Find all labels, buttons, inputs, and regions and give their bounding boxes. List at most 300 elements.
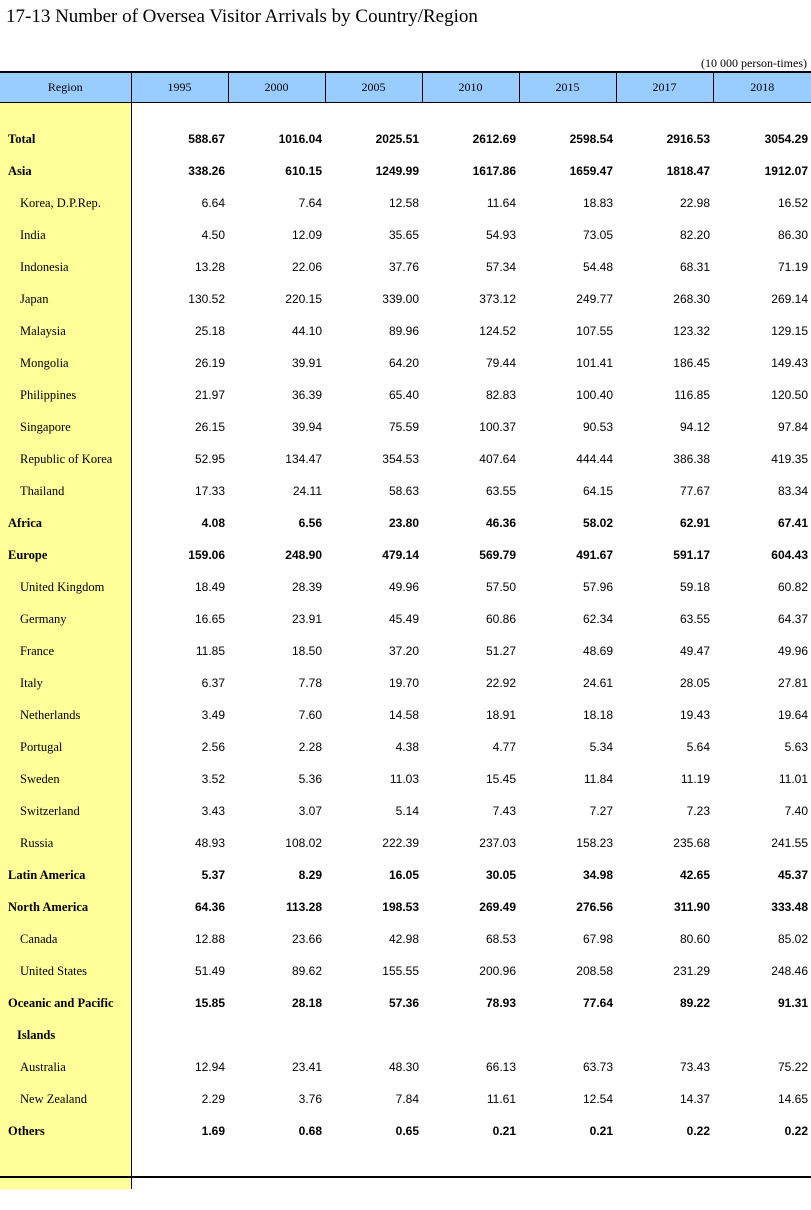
- table-row: [0, 763, 811, 795]
- value-cell: 48.69: [582, 644, 613, 658]
- value-cell: 248.90: [285, 548, 322, 562]
- value-cell: 7.78: [298, 676, 322, 690]
- value-cell: 16.52: [777, 196, 808, 210]
- region-label: Asia: [0, 155, 131, 187]
- value-cell: 42.65: [679, 868, 710, 882]
- value-cell: 11.64: [486, 196, 516, 210]
- value-cell: 54.48: [582, 260, 613, 274]
- value-cell: 78.93: [485, 996, 516, 1010]
- table-row: [0, 1115, 811, 1147]
- value-cell: 186.45: [673, 356, 710, 370]
- table-row: [0, 347, 811, 379]
- value-cell: 220.15: [285, 292, 322, 306]
- column-header-year: 1995: [131, 72, 228, 103]
- value-cell: 28.05: [679, 676, 710, 690]
- value-cell: 0.22: [686, 1124, 710, 1138]
- value-cell: 100.40: [576, 388, 613, 402]
- region-label: North America: [0, 891, 131, 923]
- spacer-cell: [713, 103, 811, 124]
- value-cell: 268.30: [673, 292, 710, 306]
- value-cell: 64.37: [777, 612, 808, 626]
- page-title: 17-13 Number of Oversea Visitor Arrivals by Country/Region: [6, 6, 478, 27]
- region-label: Portugal: [0, 731, 131, 763]
- value-cell: 248.46: [771, 964, 808, 978]
- value-cell: 0.65: [395, 1124, 419, 1138]
- value-cell: 11.85: [195, 644, 225, 658]
- table-row: [0, 507, 811, 539]
- value-cell: 0.22: [784, 1124, 808, 1138]
- value-cell: 42.98: [388, 932, 419, 946]
- value-cell: 159.06: [188, 548, 225, 562]
- value-cell: 479.14: [382, 548, 419, 562]
- value-cell: [228, 1019, 325, 1051]
- value-cell: 419.35: [771, 452, 808, 466]
- value-cell: 130.52: [188, 292, 225, 306]
- region-label: Islands: [0, 1019, 131, 1051]
- region-label: Total: [0, 123, 131, 155]
- region-label: Latin America: [0, 859, 131, 891]
- region-label: France: [0, 635, 131, 667]
- value-cell: 82.83: [485, 388, 516, 402]
- value-cell: 19.70: [388, 676, 419, 690]
- value-cell: 59.18: [679, 580, 710, 594]
- value-cell: 610.15: [285, 164, 322, 178]
- value-cell: 57.96: [582, 580, 613, 594]
- value-cell: 4.38: [395, 740, 419, 754]
- value-cell: 58.63: [388, 484, 419, 498]
- region-label: Malaysia: [0, 315, 131, 347]
- value-cell: 200.96: [479, 964, 516, 978]
- value-cell: 2025.51: [375, 132, 419, 146]
- value-cell: 444.44: [576, 452, 613, 466]
- value-cell: 1016.04: [278, 132, 322, 146]
- table-row: [0, 731, 811, 763]
- value-cell: 1912.07: [764, 164, 808, 178]
- value-cell: 73.43: [679, 1060, 710, 1074]
- value-cell: 90.53: [582, 420, 613, 434]
- region-label: Russia: [0, 827, 131, 859]
- value-cell: 44.10: [291, 324, 322, 338]
- value-cell: 6.37: [201, 676, 225, 690]
- value-cell: 83.34: [777, 484, 808, 498]
- value-cell: 68.31: [679, 260, 710, 274]
- value-cell: 18.49: [194, 580, 225, 594]
- value-cell: 338.26: [188, 164, 225, 178]
- value-cell: 5.14: [395, 804, 419, 818]
- value-cell: 386.38: [673, 452, 710, 466]
- value-cell: 14.37: [679, 1092, 710, 1106]
- tail-cell: [325, 1147, 422, 1189]
- value-cell: 39.94: [291, 420, 322, 434]
- value-cell: 35.65: [388, 228, 419, 242]
- region-label: United Kingdom: [0, 571, 131, 603]
- value-cell: 64.15: [582, 484, 613, 498]
- value-cell: 11.61: [486, 1092, 516, 1106]
- value-cell: 222.39: [382, 836, 419, 850]
- value-cell: 18.91: [485, 708, 516, 722]
- value-cell: 2.29: [201, 1092, 225, 1106]
- table-row: [0, 443, 811, 475]
- value-cell: 16.05: [388, 868, 419, 882]
- value-cell: 19.43: [679, 708, 710, 722]
- table-row: [0, 475, 811, 507]
- value-cell: 11.01: [778, 772, 808, 786]
- table-row: [0, 155, 811, 187]
- value-cell: 27.81: [777, 676, 808, 690]
- value-cell: 7.64: [298, 196, 322, 210]
- value-cell: 1818.47: [666, 164, 710, 178]
- value-cell: 1617.86: [472, 164, 516, 178]
- value-cell: 26.19: [194, 356, 225, 370]
- value-cell: 0.21: [589, 1124, 613, 1138]
- value-cell: 107.55: [576, 324, 613, 338]
- table-row: [0, 1083, 811, 1115]
- value-cell: 12.54: [582, 1092, 613, 1106]
- table-row: [0, 1051, 811, 1083]
- value-cell: 241.55: [771, 836, 808, 850]
- table-row: [0, 571, 811, 603]
- value-cell: 75.22: [777, 1060, 808, 1074]
- value-cell: 97.84: [777, 420, 808, 434]
- table-row: [0, 891, 811, 923]
- value-cell: 14.65: [777, 1092, 808, 1106]
- value-cell: 11.03: [389, 772, 419, 786]
- value-cell: 100.37: [479, 420, 516, 434]
- value-cell: 12.94: [194, 1060, 225, 1074]
- tail-cell: [422, 1147, 519, 1189]
- table-row: [0, 987, 811, 1019]
- value-cell: 208.58: [576, 964, 613, 978]
- value-cell: 269.14: [771, 292, 808, 306]
- value-cell: 237.03: [479, 836, 516, 850]
- value-cell: 591.17: [673, 548, 710, 562]
- value-cell: 17.33: [194, 484, 225, 498]
- spacer-row: [0, 103, 811, 124]
- value-cell: 26.15: [194, 420, 225, 434]
- table-row: [0, 699, 811, 731]
- value-cell: 46.36: [485, 516, 516, 530]
- value-cell: 12.58: [388, 196, 419, 210]
- value-cell: 3054.29: [764, 132, 808, 146]
- value-cell: [519, 1019, 616, 1051]
- value-cell: [325, 1019, 422, 1051]
- value-cell: 588.67: [188, 132, 225, 146]
- value-cell: 63.55: [679, 612, 710, 626]
- value-cell: 116.85: [674, 388, 710, 402]
- value-cell: 54.93: [485, 228, 516, 242]
- value-cell: 79.44: [485, 356, 516, 370]
- value-cell: 124.52: [479, 324, 516, 338]
- value-cell: 15.85: [194, 996, 225, 1010]
- value-cell: 89.22: [679, 996, 710, 1010]
- spacer-cell: [519, 103, 616, 124]
- value-cell: 1249.99: [375, 164, 419, 178]
- value-cell: 5.37: [201, 868, 225, 882]
- value-cell: 89.62: [291, 964, 322, 978]
- value-cell: 6.56: [298, 516, 322, 530]
- table-row: [0, 923, 811, 955]
- value-cell: 67.98: [582, 932, 613, 946]
- value-cell: 113.28: [285, 900, 322, 914]
- value-cell: 7.40: [784, 804, 808, 818]
- value-cell: [131, 1019, 228, 1051]
- value-cell: 73.05: [582, 228, 613, 242]
- region-label: Sweden: [0, 763, 131, 795]
- tail-cell: [616, 1147, 713, 1189]
- value-cell: 7.84: [395, 1092, 419, 1106]
- value-cell: 333.48: [771, 900, 808, 914]
- value-cell: 3.07: [298, 804, 322, 818]
- value-cell: 2.28: [298, 740, 322, 754]
- value-cell: 158.23: [576, 836, 613, 850]
- value-cell: 1.69: [201, 1124, 225, 1138]
- column-header-year: 2018: [713, 72, 811, 103]
- spacer-cell: [325, 103, 422, 124]
- value-cell: 68.53: [485, 932, 516, 946]
- value-cell: 58.02: [582, 516, 613, 530]
- column-header-year: 2000: [228, 72, 325, 103]
- value-cell: 5.64: [686, 740, 710, 754]
- value-cell: 37.76: [388, 260, 419, 274]
- value-cell: 23.80: [388, 516, 419, 530]
- value-cell: 86.30: [777, 228, 808, 242]
- value-cell: 57.34: [485, 260, 516, 274]
- table-row: [0, 379, 811, 411]
- value-cell: 60.82: [777, 580, 808, 594]
- value-cell: 1659.47: [569, 164, 613, 178]
- value-cell: 52.95: [194, 452, 225, 466]
- value-cell: 30.05: [485, 868, 516, 882]
- region-label: Philippines: [0, 379, 131, 411]
- value-cell: 28.18: [291, 996, 322, 1010]
- region-label: Africa: [0, 507, 131, 539]
- value-cell: 311.90: [673, 900, 710, 914]
- value-cell: 18.50: [291, 644, 322, 658]
- value-cell: 7.27: [589, 804, 613, 818]
- value-cell: 2.56: [201, 740, 225, 754]
- value-cell: 198.53: [382, 900, 419, 914]
- value-cell: 2612.69: [472, 132, 516, 146]
- value-cell: 77.67: [679, 484, 710, 498]
- value-cell: 276.56: [576, 900, 613, 914]
- region-label: New Zealand: [0, 1083, 131, 1115]
- value-cell: 60.86: [485, 612, 516, 626]
- value-cell: 5.34: [589, 740, 613, 754]
- value-cell: 129.15: [771, 324, 808, 338]
- value-cell: 57.50: [485, 580, 516, 594]
- value-cell: 120.50: [771, 388, 808, 402]
- region-label: Canada: [0, 923, 131, 955]
- spacer-cell: [228, 103, 325, 124]
- tail-cell: [713, 1147, 811, 1189]
- value-cell: 22.92: [485, 676, 516, 690]
- value-cell: 22.98: [679, 196, 710, 210]
- data-table-container: [0, 71, 811, 1189]
- value-cell: 155.55: [382, 964, 419, 978]
- value-cell: 28.39: [291, 580, 322, 594]
- table-row: [0, 635, 811, 667]
- value-cell: 12.88: [194, 932, 225, 946]
- value-cell: 91.31: [777, 996, 808, 1010]
- region-label: Europe: [0, 539, 131, 571]
- value-cell: 6.64: [201, 196, 225, 210]
- value-cell: 149.43: [771, 356, 808, 370]
- value-cell: 269.49: [479, 900, 516, 914]
- value-cell: 5.36: [298, 772, 322, 786]
- value-cell: 249.77: [576, 292, 613, 306]
- table-row: [0, 251, 811, 283]
- column-header-year: 2005: [325, 72, 422, 103]
- value-cell: 45.37: [777, 868, 808, 882]
- value-cell: 339.00: [382, 292, 419, 306]
- value-cell: 3.49: [201, 708, 225, 722]
- region-label: Japan: [0, 283, 131, 315]
- tail-cell: [0, 1147, 131, 1189]
- table-row: [0, 667, 811, 699]
- value-cell: 57.36: [388, 996, 419, 1010]
- value-cell: 354.53: [382, 452, 419, 466]
- tail-cell: [519, 1147, 616, 1189]
- value-cell: 62.91: [679, 516, 710, 530]
- value-cell: 604.43: [771, 548, 808, 562]
- value-cell: 25.18: [194, 324, 225, 338]
- region-label: Mongolia: [0, 347, 131, 379]
- value-cell: 123.32: [673, 324, 710, 338]
- value-cell: 65.40: [388, 388, 419, 402]
- value-cell: 45.49: [388, 612, 419, 626]
- region-label: Australia: [0, 1051, 131, 1083]
- spacer-cell: [131, 103, 228, 124]
- value-cell: 4.08: [201, 516, 225, 530]
- value-cell: 62.34: [582, 612, 613, 626]
- value-cell: 89.96: [388, 324, 419, 338]
- value-cell: 7.23: [686, 804, 710, 818]
- region-label: Netherlands: [0, 699, 131, 731]
- region-label: Singapore: [0, 411, 131, 443]
- value-cell: 36.39: [291, 388, 322, 402]
- value-cell: 235.68: [673, 836, 710, 850]
- region-label: India: [0, 219, 131, 251]
- value-cell: 37.20: [388, 644, 419, 658]
- value-cell: 49.96: [388, 580, 419, 594]
- value-cell: 0.68: [298, 1124, 322, 1138]
- region-label: Italy: [0, 667, 131, 699]
- value-cell: [616, 1019, 713, 1051]
- value-cell: 48.30: [388, 1060, 419, 1074]
- value-cell: 75.59: [388, 420, 419, 434]
- value-cell: 39.91: [291, 356, 322, 370]
- value-cell: 0.21: [492, 1124, 516, 1138]
- value-cell: 11.19: [680, 772, 710, 786]
- value-cell: 71.19: [777, 260, 808, 274]
- value-cell: 23.41: [291, 1060, 322, 1074]
- value-cell: 2598.54: [569, 132, 613, 146]
- value-cell: 5.63: [784, 740, 808, 754]
- value-cell: 11.84: [583, 772, 613, 786]
- table-row: [0, 1019, 811, 1051]
- value-cell: 3.76: [298, 1092, 322, 1106]
- region-label: Germany: [0, 603, 131, 635]
- value-cell: 77.64: [582, 996, 613, 1010]
- spacer-cell: [422, 103, 519, 124]
- value-cell: 34.98: [582, 868, 613, 882]
- header-row: [0, 72, 811, 103]
- value-cell: 3.52: [201, 772, 225, 786]
- tail-cell: [228, 1147, 325, 1189]
- value-cell: 4.50: [201, 228, 225, 242]
- value-cell: 101.41: [576, 356, 613, 370]
- region-label: Switzerland: [0, 795, 131, 827]
- value-cell: 63.73: [582, 1060, 613, 1074]
- value-cell: 21.97: [194, 388, 225, 402]
- value-cell: 82.20: [679, 228, 710, 242]
- value-cell: 3.43: [201, 804, 225, 818]
- column-header-year: 2017: [616, 72, 713, 103]
- value-cell: 64.20: [388, 356, 419, 370]
- unit-note: (10 000 person-times): [701, 56, 807, 70]
- value-cell: 24.11: [292, 484, 322, 498]
- value-cell: 18.18: [582, 708, 613, 722]
- table-row: [0, 219, 811, 251]
- bottom-rule: [0, 1176, 811, 1178]
- value-cell: 108.02: [285, 836, 322, 850]
- column-header-year: 2010: [422, 72, 519, 103]
- value-cell: 22.06: [291, 260, 322, 274]
- table-row: [0, 539, 811, 571]
- region-label: United States: [0, 955, 131, 987]
- region-label: Others: [0, 1115, 131, 1147]
- region-label: Oceanic and Pacific: [0, 987, 131, 1019]
- visitor-arrivals-table: [0, 71, 811, 1189]
- value-cell: 407.64: [479, 452, 516, 466]
- value-cell: 80.60: [679, 932, 710, 946]
- value-cell: 491.67: [576, 548, 613, 562]
- value-cell: 49.47: [679, 644, 710, 658]
- value-cell: 23.66: [291, 932, 322, 946]
- spacer-cell: [0, 103, 131, 124]
- region-label: Thailand: [0, 475, 131, 507]
- value-cell: 16.65: [194, 612, 225, 626]
- value-cell: 51.27: [485, 644, 516, 658]
- value-cell: 94.12: [679, 420, 710, 434]
- value-cell: [422, 1019, 519, 1051]
- tail-cell: [131, 1147, 228, 1189]
- value-cell: 19.64: [777, 708, 808, 722]
- table-row: [0, 283, 811, 315]
- table-row: [0, 187, 811, 219]
- table-body: [0, 103, 811, 1190]
- value-cell: 13.28: [194, 260, 225, 274]
- tail-row: [0, 1147, 811, 1189]
- value-cell: 373.12: [479, 292, 516, 306]
- region-label: Indonesia: [0, 251, 131, 283]
- value-cell: 569.79: [479, 548, 516, 562]
- value-cell: 231.29: [673, 964, 710, 978]
- value-cell: 7.43: [492, 804, 516, 818]
- value-cell: 67.41: [777, 516, 808, 530]
- value-cell: 64.36: [194, 900, 225, 914]
- value-cell: 8.29: [298, 868, 322, 882]
- value-cell: 63.55: [485, 484, 516, 498]
- value-cell: 49.96: [777, 644, 808, 658]
- column-header-region: Region: [0, 72, 131, 103]
- value-cell: 23.91: [291, 612, 322, 626]
- region-label: Republic of Korea: [0, 443, 131, 475]
- value-cell: 2916.53: [666, 132, 710, 146]
- table-row: [0, 859, 811, 891]
- value-cell: 7.60: [298, 708, 322, 722]
- table-row: [0, 123, 811, 155]
